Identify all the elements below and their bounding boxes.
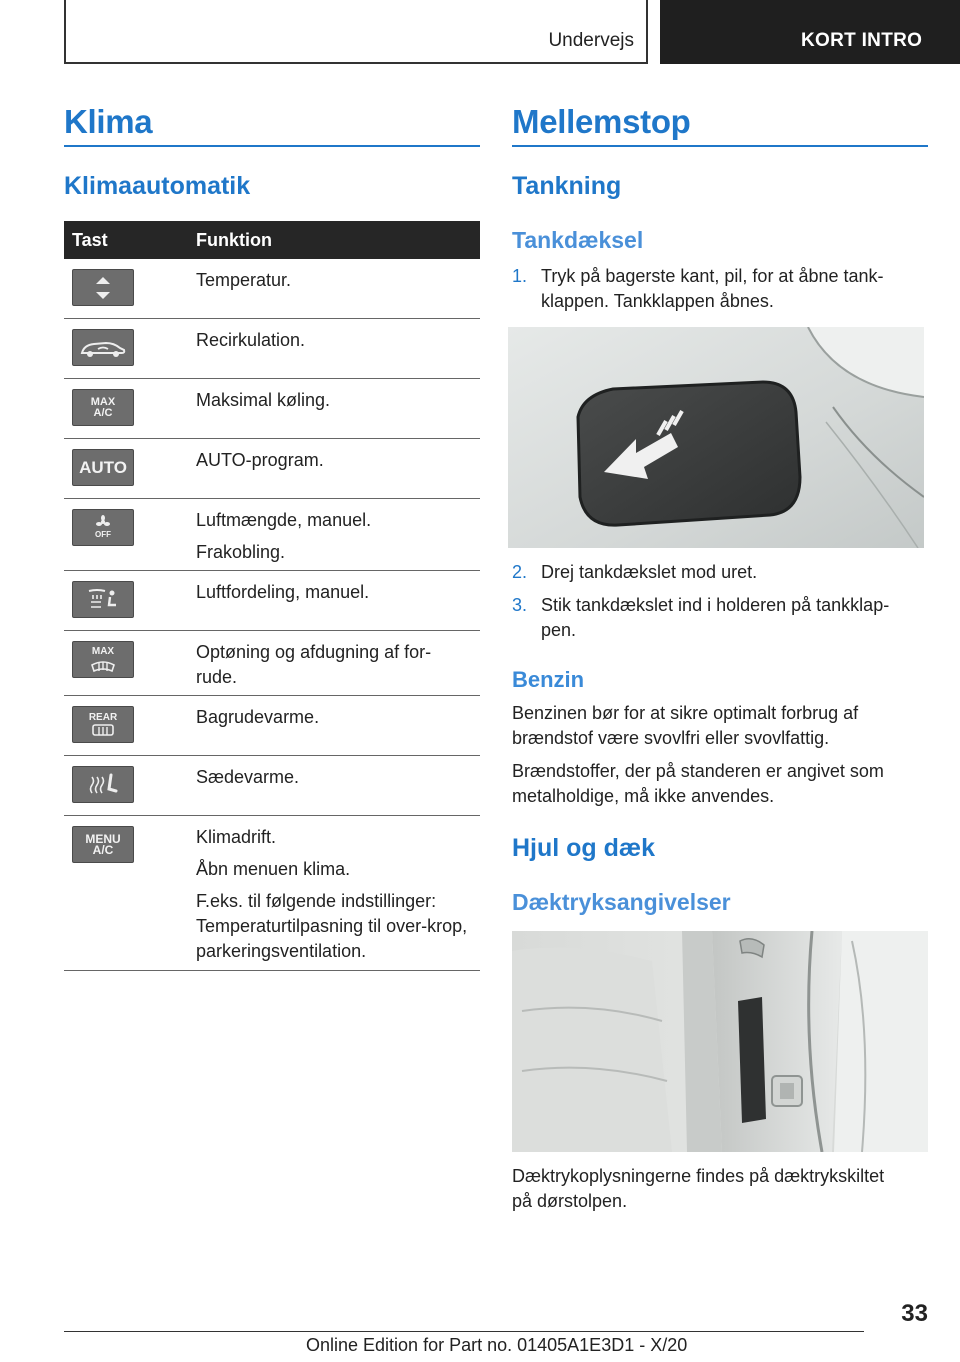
table-row: [64, 816, 480, 971]
header-chapter-label: KORT INTRO: [801, 30, 923, 51]
subtitle-tankning: Tankning: [512, 172, 622, 200]
climate-table: [64, 221, 480, 971]
fan-off-key-icon: [72, 509, 134, 546]
table-cell-text: Luftfordeling, manuel.: [196, 582, 370, 602]
heading-tankdaeksel: Tankdæksel: [512, 227, 644, 253]
benzin-paragraph-2: [512, 759, 928, 809]
table-cell-text: Optøning og afdugning af for-rude.: [196, 642, 432, 687]
auto-key-icon: [72, 449, 134, 486]
paragraph-line: Dæktrykoplysningerne findes på dæktrykskiltet: [512, 1166, 885, 1186]
fuel-flap-image: [508, 327, 924, 548]
step-text: klappen. Tankklappen åbnes.: [541, 291, 774, 311]
step-number: 2.: [512, 562, 528, 582]
paragraph-line: på dørstolpen.: [512, 1191, 628, 1211]
table-cell-text: F.eks. til følgende indstillinger: Temperaturtilpasning til over-krop, parkeringsventilation.: [196, 891, 468, 961]
table-header-key: Tast: [72, 230, 108, 250]
key-label: MAX A/C: [90, 395, 116, 419]
table-row: [64, 439, 480, 499]
table-row: [64, 571, 480, 631]
table-cell-text: Temperatur.: [196, 270, 292, 290]
table-cell-text: AUTO-program.: [196, 450, 324, 470]
paragraph-line: Brændstoffer, der på standeren er angivet som: [512, 761, 884, 781]
table-row: [64, 631, 480, 696]
paragraph-line: Benzinen bør for at sikre optimalt forbrug af: [512, 703, 859, 723]
heading-hjul-og-daek: Hjul og dæk: [512, 834, 656, 862]
air-distribution-key-icon: [72, 581, 134, 618]
step-text: Stik tankdækslet ind i holderen på tankklap-: [541, 595, 890, 615]
title-rule: [64, 145, 480, 147]
key-label: REAR: [88, 712, 118, 723]
key-label: OFF: [95, 530, 111, 539]
step-text: pen.: [541, 620, 577, 640]
table-cell-text: Frakobling.: [196, 542, 286, 562]
menu-ac-key-icon: [72, 826, 134, 863]
page-number: 33: [901, 1300, 928, 1327]
rear-defrost-key-icon: [72, 706, 134, 743]
footer-rule: [64, 1331, 864, 1332]
section-title-klima: Klima: [64, 103, 153, 140]
benzin-paragraph-1: [512, 701, 928, 751]
step-number: 3.: [512, 595, 528, 615]
table-header-function: Funktion: [196, 230, 272, 250]
max-ac-key-icon: [72, 389, 134, 426]
table-row: [64, 756, 480, 816]
step-text: Drej tankdækslet mod uret.: [541, 562, 758, 582]
table-cell-text: Recirkulation.: [196, 330, 306, 350]
header-section-label: Undervejs: [548, 30, 634, 51]
seat-heating-key-icon: [72, 766, 134, 803]
table-row: [64, 696, 480, 756]
key-label: MAX: [91, 646, 115, 657]
table-header: [64, 221, 480, 259]
max-defrost-key-icon: [72, 641, 134, 678]
door-pillar-image: [512, 931, 928, 1152]
footer-edition: Online Edition for Part no. 01405A1E3D1 - X/20: [306, 1335, 688, 1355]
table-cell-text: Bagrudevarme.: [196, 707, 320, 727]
heading-daektryksangivelser: Dæktryksangivelser: [512, 889, 731, 915]
daektryk-paragraph: [512, 1164, 928, 1214]
table-row: [64, 319, 480, 379]
table-row: [64, 499, 480, 571]
paragraph-line: brændstof være svovlfri eller svovlfattig.: [512, 728, 830, 748]
key-label: MENU A/C: [85, 831, 121, 857]
step-number: 1.: [512, 266, 528, 286]
header-chapter-tab: [660, 0, 960, 64]
title-rule: [512, 145, 928, 147]
temperature-key-icon: [72, 269, 134, 306]
recirculation-key-icon: [72, 329, 134, 366]
section-title-mellemstop: Mellemstop: [512, 103, 691, 140]
table-cell-text: Maksimal køling.: [196, 390, 331, 410]
step-2: [512, 560, 928, 585]
table-cell-text: Åbn menuen klima.: [196, 859, 351, 879]
header-section-tab: [64, 0, 648, 64]
table-cell-text: Luftmængde, manuel.: [196, 510, 372, 530]
step-3: [512, 593, 928, 643]
table-cell-text: Sædevarme.: [196, 767, 300, 787]
table-cell-text: Klimadrift.: [196, 827, 277, 847]
table-row: [64, 259, 480, 319]
step-1: [512, 264, 928, 314]
paragraph-line: metalholdige, må ikke anvendes.: [512, 786, 775, 806]
step-text: Tryk på bagerste kant, pil, for at åbne tank-: [541, 266, 884, 286]
heading-benzin: Benzin: [512, 667, 585, 692]
subtitle-klimaautomatik: Klimaautomatik: [64, 172, 251, 200]
table-row: [64, 379, 480, 439]
key-label: AUTO: [79, 458, 127, 477]
